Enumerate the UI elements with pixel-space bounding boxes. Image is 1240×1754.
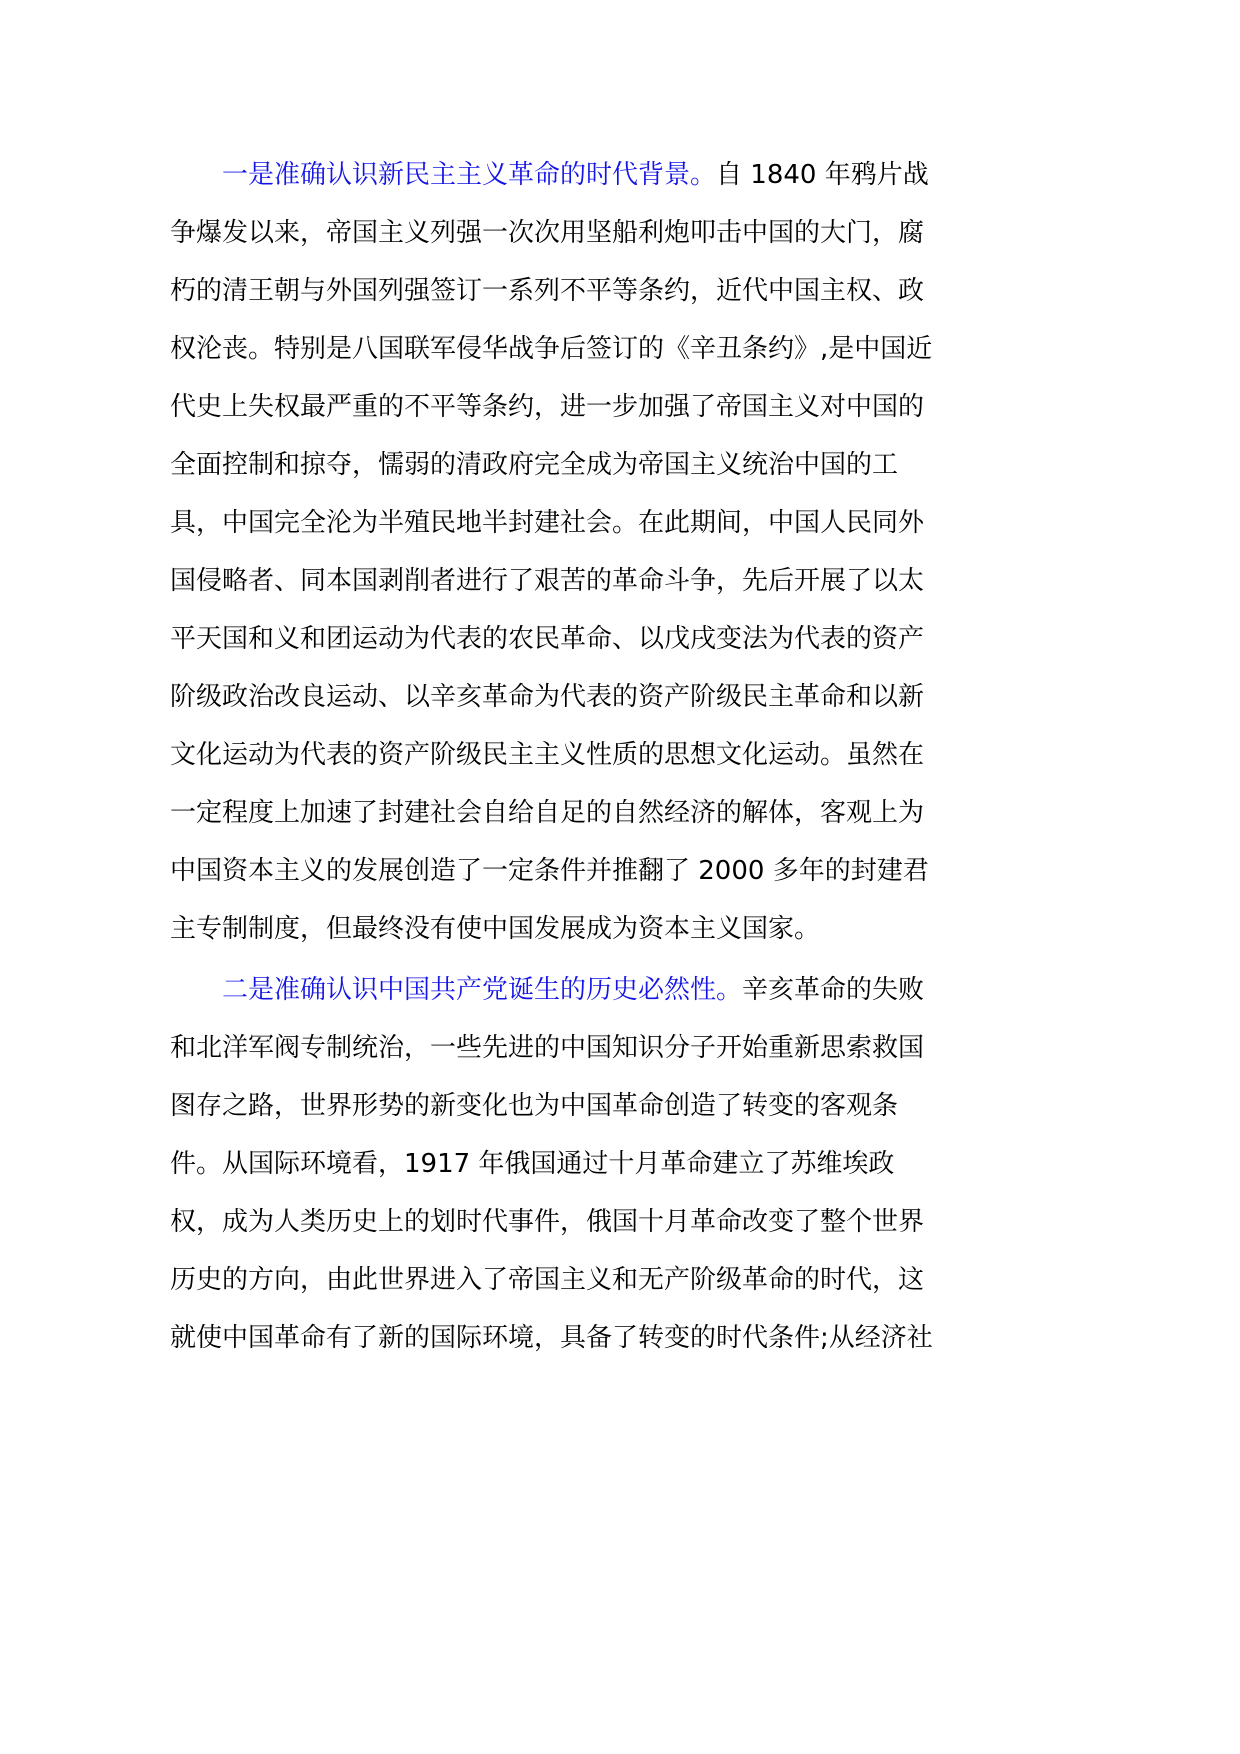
- paragraph-first-line-text: 辛亥革命的失败: [742, 975, 925, 1005]
- text-line: 具，中国完全沦为半殖民地半封建社会。在此期间，中国人民同外: [170, 508, 925, 538]
- text-line: 主专制制度，但最终没有使中国发展成为资本主义国家。: [170, 914, 821, 944]
- paragraph-first-line: [170, 146, 950, 204]
- text-line: 国侵略者、同本国剥削者进行了艰苦的革命斗争，先后开展了以太: [170, 566, 925, 596]
- text-line: 就使中国革命有了新的国际环境，具备了转变的时代条件;从经济社: [170, 1323, 933, 1353]
- text-line: 阶级政治改良运动、以辛亥革命为代表的资产阶级民主革命和以新: [170, 682, 925, 712]
- paragraph-lead-heading: 二是准确认识中国共产党诞生的历史必然性。: [222, 975, 743, 1005]
- text-line: 文化运动为代表的资产阶级民主主义性质的思想文化运动。虽然在: [170, 740, 925, 770]
- text-line: 历史的方向，由此世界进入了帝国主义和无产阶级革命的时代，这: [170, 1265, 925, 1295]
- text-line: 一定程度上加速了封建社会自给自足的自然经济的解体，客观上为: [170, 798, 925, 828]
- paragraph-lead-heading: 一是准确认识新民主主义革命的时代背景。: [222, 160, 717, 190]
- paragraph-2: [170, 961, 950, 1367]
- text-line: 权，成为人类历史上的划时代事件，俄国十月革命改变了整个世界: [170, 1207, 925, 1237]
- text-line: 和北洋军阀专制统治，一些先进的中国知识分子开始重新思索救国: [170, 1033, 925, 1063]
- text-line: 争爆发以来，帝国主义列强一次次用坚船利炮叩击中国的大门，腐: [170, 218, 925, 248]
- paragraph-1: [170, 146, 950, 958]
- document-body: [170, 146, 950, 1367]
- text-line: 权沦丧。特别是八国联军侵华战争后签订的《辛丑条约》,是中国近: [170, 334, 933, 364]
- text-line: 中国资本主义的发展创造了一定条件并推翻了 2000 多年的封建君: [170, 856, 929, 886]
- text-line: 全面控制和掠夺，懦弱的清政府完全成为帝国主义统治中国的工: [170, 450, 899, 480]
- text-line: 平天国和义和团运动为代表的农民革命、以戊戌变法为代表的资产: [170, 624, 925, 654]
- text-line: 图存之路，世界形势的新变化也为中国革命创造了转变的客观条: [170, 1091, 899, 1121]
- paragraph-first-line-text: 自 1840 年鸦片战: [716, 160, 929, 190]
- text-line: 朽的清王朝与外国列强签订一系列不平等条约，近代中国主权、政: [170, 276, 925, 306]
- text-line: 件。从国际环境看，1917 年俄国通过十月革命建立了苏维埃政: [170, 1149, 895, 1179]
- text-line: 代史上失权最严重的不平等条约，进一步加强了帝国主义对中国的: [170, 392, 925, 422]
- paragraph-first-line: [170, 961, 950, 1019]
